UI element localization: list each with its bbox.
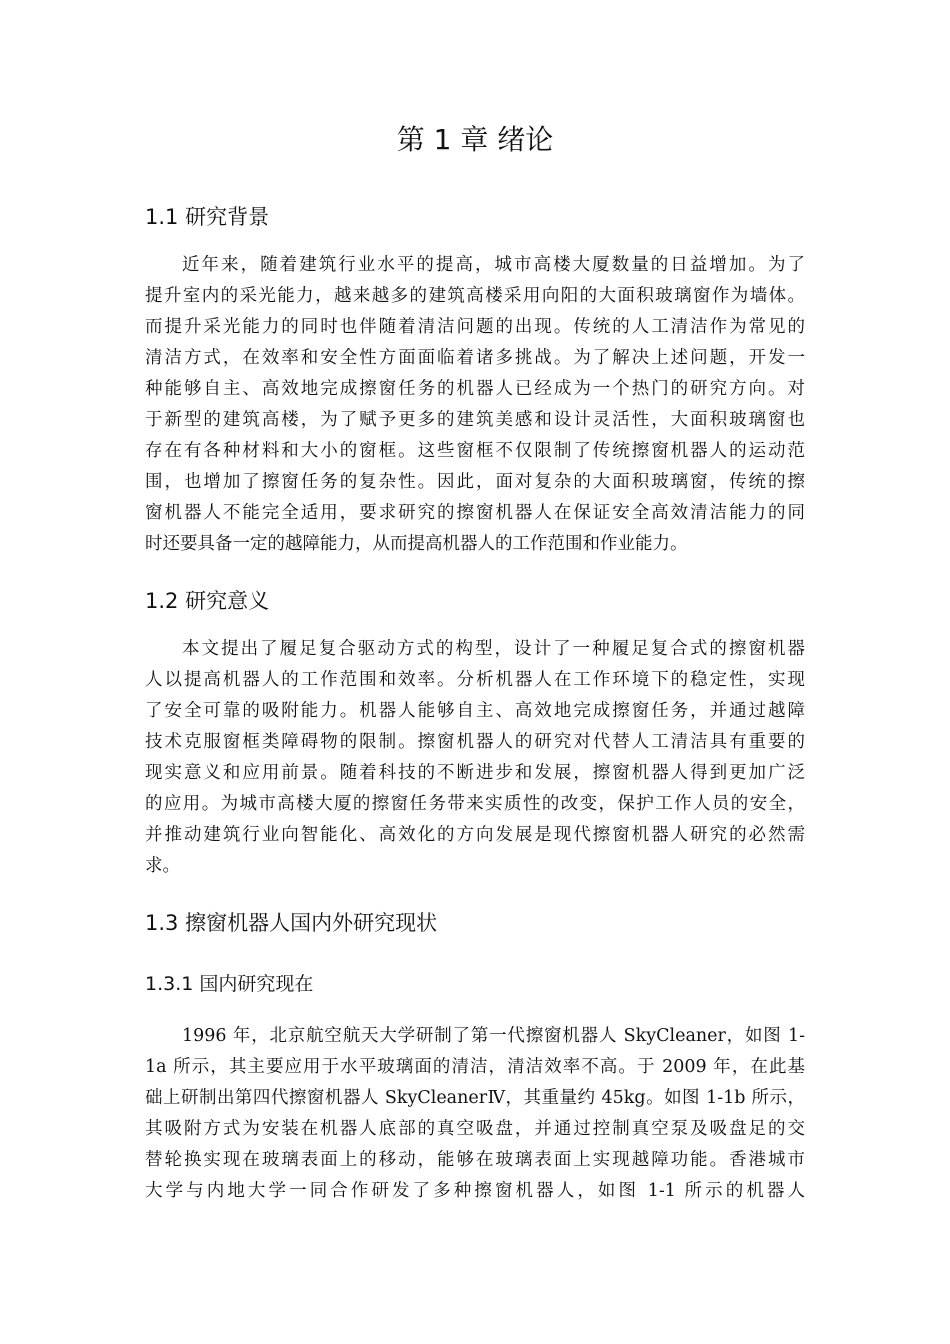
section-heading-1-2: 1.2 研究意义 (145, 589, 270, 613)
paragraph-line: 存在有各种材料和大小的窗框。这些窗框不仅限制了传统擦窗机器人的运动范 (145, 441, 805, 461)
section-heading-1-3: 1.3 擦窗机器人国内外研究现状 (145, 911, 438, 935)
paragraph-research-background (145, 250, 805, 560)
paragraph-line: 现实意义和应用前景。随着科技的不断进步和发展，擦窗机器人得到更加广泛 (145, 763, 805, 783)
paragraph-line: 窗机器人不能完全适用，要求研究的擦窗机器人在保证安全高效清洁能力的同 (145, 503, 805, 523)
paragraph-line: 提升室内的采光能力，越来越多的建筑高楼采用向阳的大面积玻璃窗作为墙体。 (145, 286, 805, 306)
paragraph-line: 而提升采光能力的同时也伴随着清洁问题的出现。传统的人工清洁作为常见的 (145, 317, 805, 337)
paragraph-line: 替轮换实现在玻璃表面上的移动，能够在玻璃表面上实现越障功能。香港城市 (145, 1150, 805, 1170)
paragraph-line: 求。 (145, 856, 180, 876)
paragraph-line: 础上研制出第四代擦窗机器人 SkyCleanerⅣ，其重量约 45kg。如图 1-1b 所示， (145, 1088, 805, 1108)
paragraph-line: 近年来，随着建筑行业水平的提高，城市高楼大厦数量的日益增加。为了 (182, 255, 805, 275)
section-heading-1-1: 1.1 研究背景 (145, 205, 270, 229)
subsection-heading-1-3-1: 1.3.1 国内研究现在 (145, 973, 314, 995)
paragraph-research-significance (145, 634, 805, 882)
paragraph-line: 了安全可靠的吸附能力。机器人能够自主、高效地完成擦窗任务，并通过越障 (145, 701, 805, 721)
paragraph-line: 清洁方式，在效率和安全性方面面临着诸多挑战。为了解决上述问题，开发一 (145, 348, 805, 368)
paragraph-domestic-research (145, 1021, 805, 1207)
paragraph-line: 种能够自主、高效地完成擦窗任务的机器人已经成为一个热门的研究方向。对 (145, 379, 805, 399)
paragraph-line: 本文提出了履足复合驱动方式的构型，设计了一种履足复合式的擦窗机器 (182, 639, 805, 659)
paragraph-line: 人以提高机器人的工作范围和效率。分析机器人在工作环境下的稳定性，实现 (145, 670, 805, 690)
paragraph-line: 1a 所示，其主要应用于水平玻璃面的清洁，清洁效率不高。于 2009 年，在此基 (145, 1057, 805, 1077)
paragraph-line: 时还要具备一定的越障能力，从而提高机器人的工作范围和作业能力。 (145, 534, 688, 554)
paragraph-line: 围，也增加了擦窗任务的复杂性。因此，面对复杂的大面积玻璃窗，传统的擦 (145, 472, 805, 492)
chapter-title: 第 1 章 绪论 (396, 123, 554, 156)
paragraph-line: 于新型的建筑高楼，为了赋予更多的建筑美感和设计灵活性，大面积玻璃窗也 (145, 410, 805, 430)
paragraph-line: 技术克服窗框类障碍物的限制。擦窗机器人的研究对代替人工清洁具有重要的 (145, 732, 805, 752)
paragraph-line: 大学与内地大学一同合作研发了多种擦窗机器人，如图 1-1 所示的机器人 (145, 1181, 805, 1201)
paragraph-line: 并推动建筑行业向智能化、高效化的方向发展是现代擦窗机器人研究的必然需 (145, 825, 805, 845)
paragraph-line: 1996 年，北京航空航天大学研制了第一代擦窗机器人 SkyCleaner，如图 1- (182, 1026, 805, 1046)
paragraph-line: 其吸附方式为安装在机器人底部的真空吸盘，并通过控制真空泵及吸盘足的交 (145, 1119, 805, 1139)
paragraph-line: 的应用。为城市高楼大厦的擦窗任务带来实质性的改变，保护工作人员的安全， (145, 794, 805, 814)
